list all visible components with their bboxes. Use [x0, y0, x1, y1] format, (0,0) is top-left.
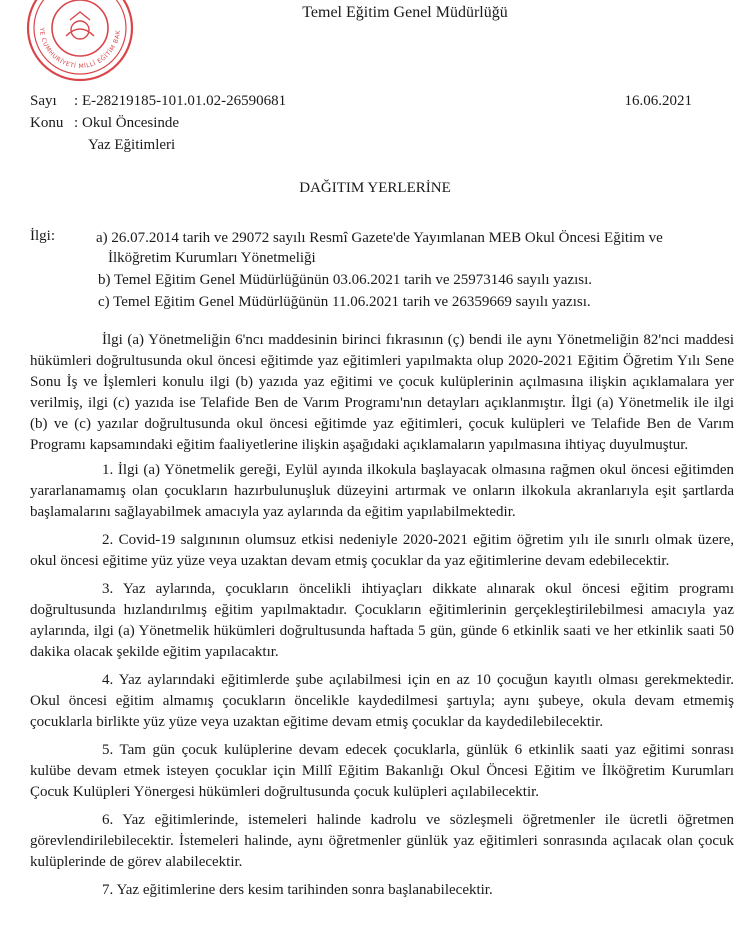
seal-text: YE CUMHURİYETİ MİLLÎ EĞİTİM BAK [37, 27, 122, 71]
document-date: 16.06.2021 [624, 93, 692, 109]
reference-b: b) Temel Eğitim Genel Müdürlüğünün 03.06.2021 tarih ve 25973146 sayılı yazısı. [98, 272, 593, 288]
reference-a [96, 228, 736, 268]
intro-paragraph: İlgi (a) Yönetmeliğin 6'ncı maddesinin birinci fıkrasının (ç) bendi ile aynı Yönetmeliğin 82'nci maddesi hükümleri doğrultusunda okul öncesi eğitimde yaz eğitimleri yapılmakta olup 2020-2021 Eğitim Öğretim Yılı Sene Sonu İş ve İşlemleri konulu ilgi (b) yazıda yaz eğitimi ve çocuk kulüplerinin açılmasına ilişkin açıklamalara yer verilmiş, ilgi (c) yazıda ise Telafide Ben de Varım Programı'nın detayları açıklanmıştır. İlgi (a) Yönetmelik ile ilgi (b) ve (c) yazılar doğrultusunda okul öncesi eğitimde yaz eğitimleri, çocuk kulüpleri ve Telafide Ben de Varım Programı kapsamındaki eğitim faaliyetlerine ilişkin aşağıdaki açıklamaların yapılmasına ihtiyaç duyulmuştur. [30, 332, 734, 453]
reference-a-line2: İlköğretim Kurumları Yönetmeliği [108, 250, 316, 266]
document-body [30, 330, 734, 908]
paragraph-item: 2. Covid-19 salgınının olumsuz etkisi nedeniyle 2020-2021 eğitim öğretim yılı ile sınırlı olmak üzere, okul öncesi eğitime yüz yüze veya uzaktan devam etmiş çocuklar da yaz eğitimlerine devam edebilecektir. [30, 532, 734, 569]
paragraph-item: 5. Tam gün çocuk kulüplerine devam edecek çocuklarla, günlük 6 etkinlik saati yaz eğitimi sonrası kulübe devam etmek isteyen çocuklar için Millî Eğitim Bakanlığı Okul Öncesi Eğitim ve İlköğretim Kurumları Çocuk Kulüpleri Yönergesi hükümleri doğrultusunda çocuk kulüpleri açılabilecektir. [30, 742, 734, 800]
sayi-colon: : [74, 93, 79, 109]
konu-value-line2: Yaz Eğitimleri [88, 137, 176, 153]
sayi-value: E-28219185-101.01.02-26590681 [82, 93, 287, 109]
paragraph-item: 1. İlgi (a) Yönetmelik gereği, Eylül ayında ilkokula başlayacak olmasına rağmen okul öncesi eğitimden yararlanamamış olan çocukların hazırbulunuşluk düzeyini artırmak ve onların ilkokula akranlarıyla eşit şartlarda başlamalarını sağlayabilmek amacıyla yaz aylarında da eğitim yapılabilmektedir. [30, 462, 734, 520]
konu-label: Konu [30, 115, 64, 131]
paragraph-item: 7. Yaz eğitimlerine ders kesim tarihinden sonra başlanabilecektir. [102, 882, 493, 898]
reference-a-line1: a) 26.07.2014 tarih ve 29072 sayılı Resmî Gazete'de Yayımlanan MEB Okul Öncesi Eğitim ve [96, 230, 663, 246]
ilgi-label: İlgi: [30, 228, 55, 244]
sayi-row [30, 93, 430, 113]
konu-colon: : [74, 115, 79, 131]
konu-row [30, 115, 430, 135]
distribution-heading: DAĞITIM YERLERİNE [299, 180, 451, 196]
organization-title: Temel Eğitim Genel Müdürlüğü [302, 4, 508, 21]
reference-c: c) Temel Eğitim Genel Müdürlüğünün 11.06.2021 tarih ve 26359669 sayılı yazısı. [98, 294, 591, 310]
paragraph-item: 6. Yaz eğitimlerinde, istemeleri halinde kadrolu ve sözleşmeli öğretmenler ile ücretli öğretmen görevlendirilebilecektir. İstemeleri halinde, aynı öğretmenler günlük yaz eğitimleri sonrasında açılacak olan çocuk kulüplerinde de görev alabilecektir. [30, 812, 734, 870]
sayi-label: Sayı [30, 93, 57, 109]
paragraph-item: 3. Yaz aylarında, çocukların öncelikli ihtiyaçları dikkate alınarak okul öncesi eğitim programı doğrultusunda hızlandırılmış eğitim yapılmaktadır. Çocukların eğitimlerinin gerçekleştirilebilmesi amacıyla yaz aylarında, ilgi (a) Yönetmelik hükümleri doğrultusunda haftada 5 gün, günde 6 etkinlik saati ve her etkinlik saati 50 dakika olacak şekilde eğitim yapılacaktır. [30, 581, 734, 660]
konu-value-line1: Okul Öncesinde [82, 115, 180, 131]
paragraph-item: 4. Yaz aylarındaki eğitimlerde şube açılabilmesi için en az 10 çocuğun kayıtlı olması gerekmektedir. Okul öncesi eğitim almamış çocukların öncelikle kaydedilmesi şartıyla; aynı şubeye, okula devam etmemiş çocuklarla birlikte yüz yüze veya uzaktan eğitime devam etmiş çocuklar da kaydedilebilecektir. [30, 672, 734, 730]
